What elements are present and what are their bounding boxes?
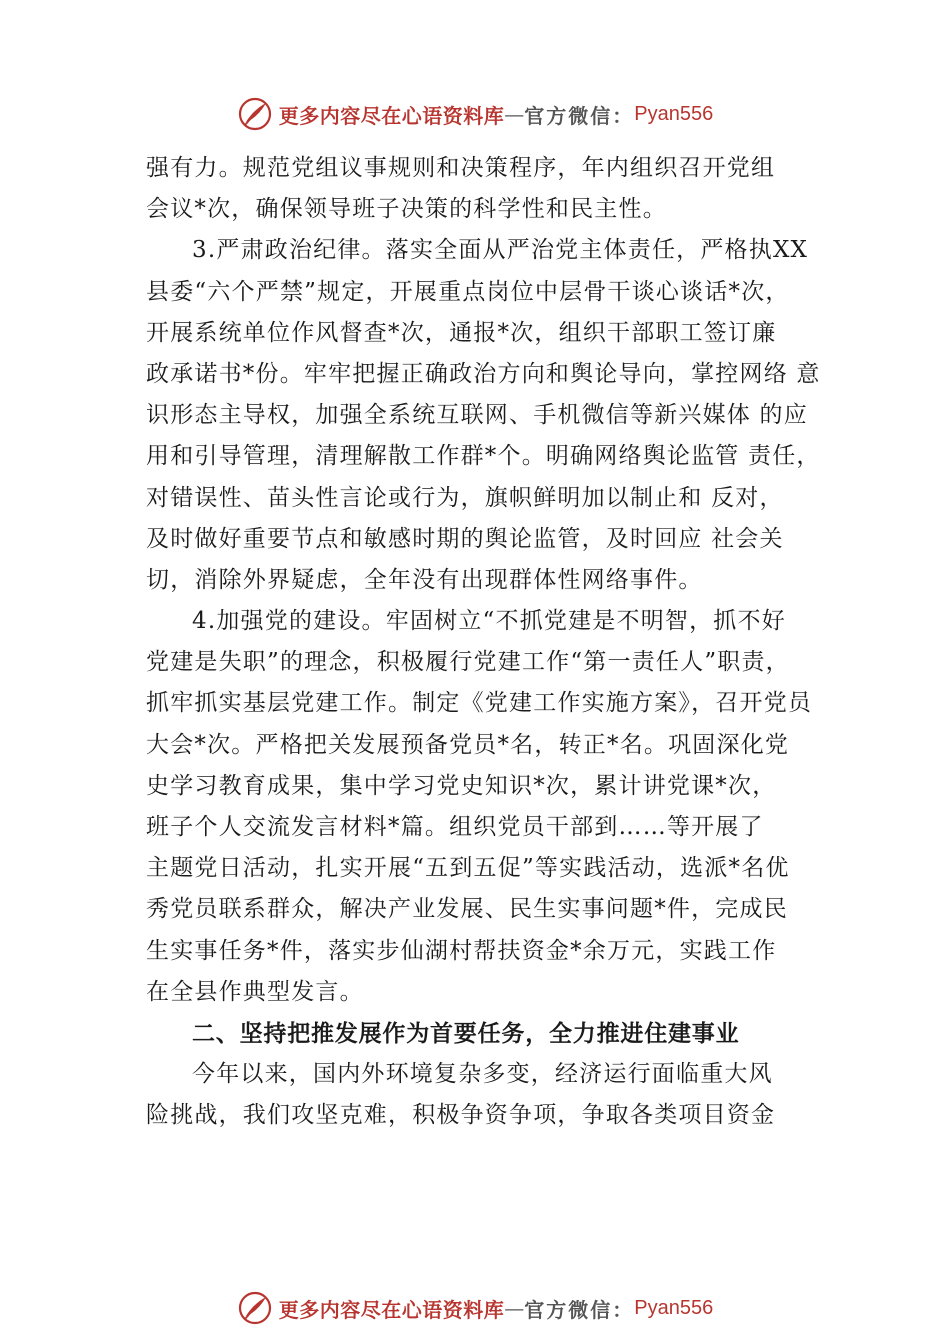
footer-banner (0, 1288, 950, 1328)
banner-wechat-id: Pyan556 (634, 102, 714, 125)
text-line: 政承诺书*份。牢牢把握正确政治方向和舆论导向，掌控网络 意 (146, 360, 821, 387)
text-line: 班子个人交流发言材料*篇。组织党员干部到……等开展了 (146, 814, 764, 840)
text-line: 会议*次，确保领导班子决策的科学性和民主性。 (146, 196, 667, 223)
text-line: 县委“六个严禁”规定，开展重点岗位中层骨干谈心谈话*次， (146, 278, 790, 305)
banner-site-name: 更多内容尽在心语资料库 (278, 103, 505, 128)
text-line: 3.严肃政治纪律。落实全面从严治党主体责任，严格执XX (192, 237, 809, 264)
banner-separator: — (504, 1296, 525, 1320)
text-line: 生实事任务*件，落实步仙湖村帮扶资金*余万元，实践工作 (146, 937, 777, 964)
text-line: 对错误性、苗头性言论或行为，旗帜鲜明加以制止和 反对， (146, 484, 784, 511)
text-line: 史学习教育成果，集中学习党史知识*次，累计讲党课*次， (146, 772, 777, 799)
text-line: 在全县作典型发言。 (146, 978, 364, 1005)
banner-wechat-id: Pyan556 (634, 1296, 714, 1319)
banner-wechat-label: 官方微信： (524, 1297, 635, 1322)
text-line: 识形态主导权，加强全系统互联网、手机微信等新兴媒体 的应 (146, 402, 808, 429)
text-line: 4.加强党的建设。牢固树立“不抓党建是不明智，抓不好 (192, 608, 786, 635)
header-banner (0, 94, 950, 134)
text-line: 今年以来，国内外环境复杂多变，经济运行面临重大风 (192, 1061, 773, 1088)
text-line: 大会*次。严格把关发展预备党员*名，转正*名。巩固深化党 (146, 731, 790, 758)
text-line: 险挑战，我们攻坚克难，积极争资争项，争取各类项目资金 (146, 1102, 776, 1129)
text-line: 用和引导管理，清理解散工作群*个。明确网络舆论监管 责任， (146, 443, 821, 470)
banner-wechat-label: 官方微信： (524, 103, 635, 128)
document-body (146, 148, 836, 1137)
text-line: 及时做好重要节点和敏感时期的舆论监管，及时回应 社会关 (146, 525, 784, 552)
quill-logo-icon (237, 96, 273, 132)
banner-separator: — (504, 102, 525, 126)
text-line: 切，消除外界疑虑，全年没有出现群体性网络事件。 (146, 566, 703, 593)
section-heading: 二、坚持把推发展作为首要任务，全力推进住建事业 (192, 1019, 740, 1047)
text-line: 主题党日活动，扎实开展“五到五促”等实践活动，选派*名优 (146, 855, 790, 882)
banner-site-name: 更多内容尽在心语资料库 (278, 1297, 505, 1322)
text-line: 秀党员联系群众，解决产业发展、民生实事问题*件，完成民 (146, 896, 788, 923)
text-line: 开展系统单位作风督查*次，通报*次，组织干部职工签订廉 (146, 319, 777, 346)
text-line: 党建是失职”的理念，积极履行党建工作“第一责任人”职责， (146, 649, 790, 676)
text-line: 抓牢抓实基层党建工作。制定《党建工作实施方案》，召开党员 (146, 690, 813, 717)
text-line: 强有力。规范党组议事规则和决策程序，年内组织召开党组 (146, 155, 776, 181)
quill-logo-icon (237, 1290, 273, 1326)
